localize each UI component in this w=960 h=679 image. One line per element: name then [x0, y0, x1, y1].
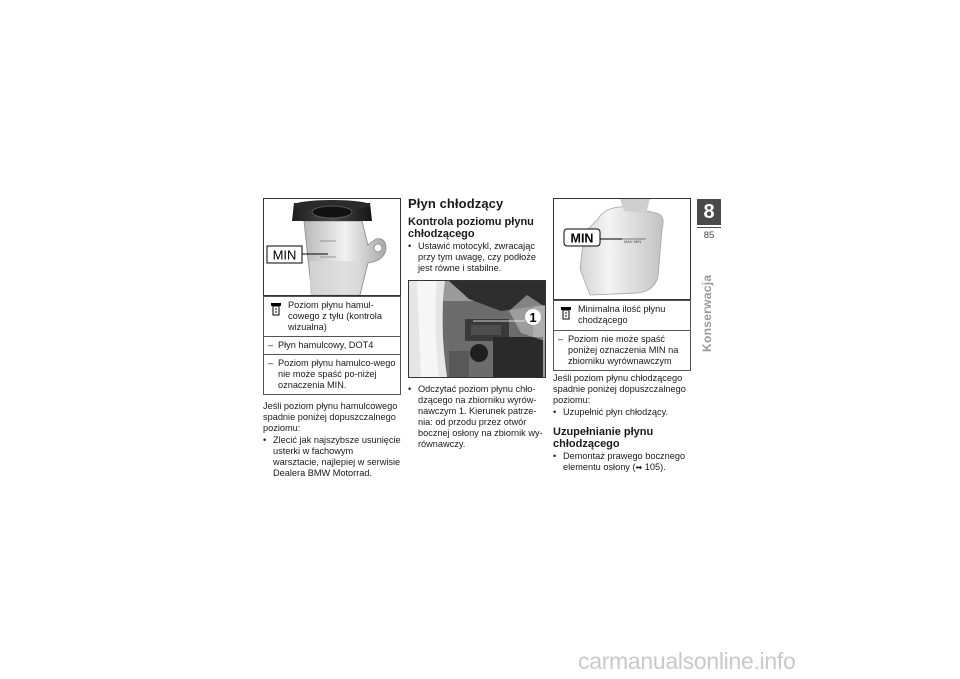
list-item: • Demontaż prawego bocznego elementu osłony (➡ 105).: [553, 451, 686, 472]
brake-reservoir-photo: [263, 198, 401, 296]
fluid-gauge-icon: [270, 302, 282, 316]
coolant-refill-bullets: [553, 451, 691, 473]
callout-1: 1: [529, 310, 537, 325]
coolant-tank-photo: [553, 198, 691, 300]
coolant-min-info-title: Minimalna ilość płynu chodzącego: [578, 304, 666, 325]
min-label: MIN: [570, 231, 594, 246]
list-item: • Uzupełnić płyn chłodzący.: [553, 407, 669, 417]
section-title-coolant: Płyn chłodzący: [408, 196, 504, 211]
brake-fluid-column: [263, 198, 401, 479]
page-number: 85: [703, 230, 715, 241]
watermark: carmanualsonline.info: [578, 648, 796, 674]
coolant-min-column: [553, 198, 691, 473]
brake-fluid-body-text: Jeśli poziom płynu hamulcowego spadnie poniżej dopuszczalnego poziomu:: [263, 401, 398, 433]
brake-fluid-bullets: [263, 435, 401, 479]
list-item: • Odczytać poziom płynu chło-dzącego na zbiorniku wyrów-nawczym 1. Kierunek patrze-nia: od przodu przez otwór bocznej osłony na zbiornik wy-równawczy.: [408, 384, 543, 449]
chapter-divider: [697, 227, 721, 228]
chapter-number-badge: 8: [697, 199, 721, 225]
coolant-column: [408, 198, 546, 450]
coolant-min-limit-row: – Poziom nie może spaść poniżej oznaczenia MIN na zbiorniku wyrównawczym: [554, 330, 690, 370]
coolant-view-illustration: [409, 281, 545, 377]
tank-marks: MAX MIN: [624, 239, 642, 244]
brake-fluid-infobox: [263, 296, 401, 395]
coolant-min-infobox: [553, 300, 691, 371]
brake-reservoir-illustration: [264, 199, 400, 295]
list-item: • Zlecić jak najszybsze usunięcie usterki w fachowym warsztacie, najlepiej w serwisie Dealera BMW Motorrad.: [263, 435, 401, 478]
page-reference-arrow-icon: ➡: [635, 463, 643, 472]
heading-coolant-check: Kontrola poziomu płynu chłodzącego: [408, 216, 534, 240]
brake-fluid-limit-row: – Poziom płynu hamulco-wego nie może spaść po-niżej oznaczenia MIN.: [264, 354, 400, 394]
list-item: • Ustawić motocykl, zwracając przy tym uwagę, czy podłoże jest równe i stabilne.: [408, 241, 536, 273]
fluid-gauge-icon: [560, 306, 572, 320]
page-reference-link[interactable]: 105).: [644, 462, 666, 472]
coolant-view-photo: [408, 280, 546, 378]
brake-fluid-spec-row: – Płyn hamulcowy, DOT4: [264, 336, 400, 354]
min-label: MIN: [272, 247, 297, 263]
coolant-min-body-text: Jeśli poziom płynu chłodzącego spadnie poniżej dopuszczalnego poziomu:: [553, 373, 686, 405]
coolant-tank-illustration: [554, 199, 690, 299]
chapter-title-vertical: Konserwacja: [700, 274, 714, 352]
coolant-min-bullets: [553, 407, 691, 418]
brake-fluid-info-title: Poziom płynu hamul-cowego z tyłu (kontrola wizualna): [288, 300, 382, 332]
coolant-read-bullets: [408, 384, 546, 450]
coolant-check-bullets: [408, 241, 546, 274]
heading-coolant-refill: Uzupełnianie płynu chłodzącego: [553, 426, 654, 450]
